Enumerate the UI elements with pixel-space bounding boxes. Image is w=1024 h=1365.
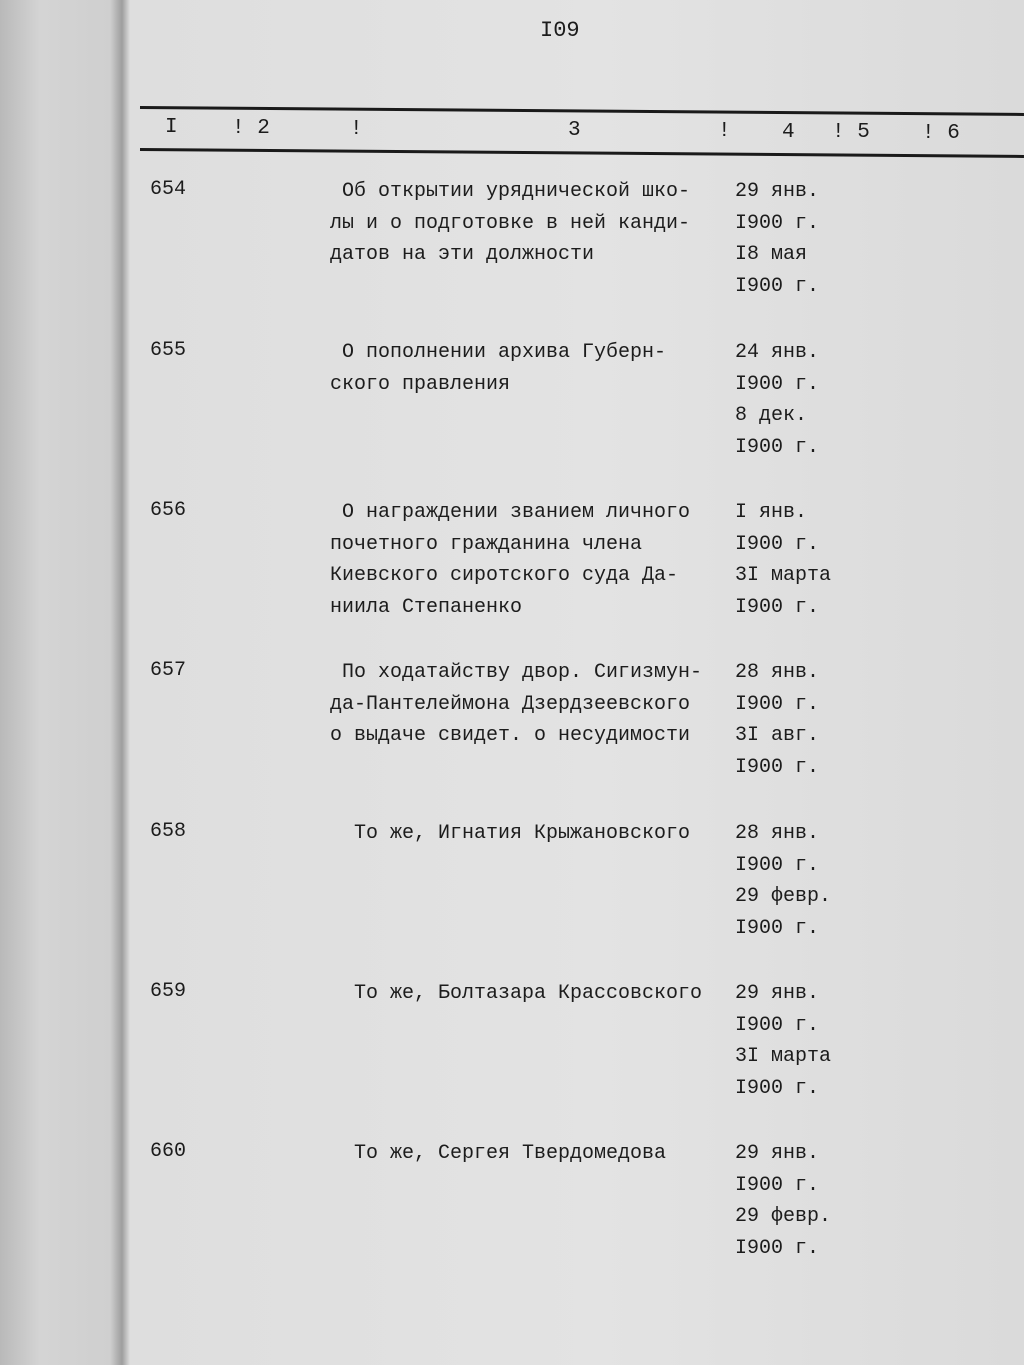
- entry-description: [330, 1138, 666, 1170]
- entry-description: [330, 497, 690, 623]
- entry-number: 654: [150, 178, 187, 201]
- entry-dates: [735, 337, 819, 463]
- description-line: о выдаче свидет. о несудимости: [330, 724, 691, 747]
- date-line: I900 г.: [735, 692, 820, 716]
- description-line: ского правления: [330, 372, 511, 396]
- date-line: 28 янв.: [735, 822, 820, 845]
- entry-description: [330, 176, 690, 271]
- date-line: 8 дек.: [735, 404, 808, 427]
- column-header: !: [718, 119, 731, 143]
- date-line: I900 г.: [735, 853, 820, 877]
- entry-dates: [735, 176, 819, 302]
- entry-description: [330, 818, 690, 850]
- date-line: I8 мая: [735, 243, 808, 266]
- entry-number: 657: [150, 659, 187, 682]
- date-line: I900 г.: [735, 1236, 820, 1260]
- date-line: 24 янв.: [735, 341, 820, 364]
- description-line: да-Пантелеймона Дзердзеевского: [330, 692, 691, 716]
- column-header: 4: [782, 120, 795, 144]
- description-line: О награждении званием личного: [330, 501, 691, 524]
- date-line: I900 г.: [735, 274, 820, 298]
- description-line: ниила Степаненко: [330, 595, 523, 619]
- description-line: Киевского сиротского суда Да-: [330, 564, 679, 587]
- column-header: I: [165, 116, 178, 139]
- column-header: ! 5: [832, 121, 870, 145]
- date-line: 3I марта: [735, 1045, 832, 1068]
- entry-dates: [735, 1138, 831, 1264]
- date-line: I900 г.: [735, 755, 820, 779]
- column-header: 3: [568, 118, 581, 142]
- description-line: По ходатайству двор. Сигизмун-: [330, 661, 703, 684]
- description-line: датов на эти должности: [330, 243, 595, 266]
- entry-description: [330, 337, 666, 400]
- header-top-rule: [140, 106, 1024, 116]
- entry-dates: [735, 978, 831, 1104]
- date-line: I900 г.: [735, 1013, 820, 1037]
- date-line: I900 г.: [735, 1173, 820, 1197]
- entry-number: 656: [150, 499, 187, 522]
- description-line: То же, Сергея Твердомедова: [330, 1142, 667, 1165]
- date-line: I янв.: [735, 501, 808, 524]
- description-line: То же, Болтазара Крассовского: [330, 982, 703, 1005]
- date-line: I900 г.: [735, 372, 820, 396]
- date-line: 29 февр.: [735, 1205, 832, 1228]
- date-line: 29 янв.: [735, 982, 820, 1005]
- entry-number: 658: [150, 820, 187, 843]
- date-line: I900 г.: [735, 595, 820, 619]
- date-line: 3I марта: [735, 564, 832, 587]
- entry-number: 660: [150, 1140, 187, 1163]
- description-line: О пополнении архива Губерн-: [330, 341, 667, 364]
- date-line: 29 янв.: [735, 180, 820, 203]
- date-line: I900 г.: [735, 435, 820, 459]
- entry-number: 655: [150, 339, 187, 362]
- entry-description: [330, 657, 702, 752]
- description-line: почетного гражданина члена: [330, 532, 643, 556]
- date-line: I900 г.: [735, 916, 820, 940]
- entry-dates: [735, 818, 831, 944]
- entry-description: [330, 978, 702, 1010]
- description-line: лы и о подготовке в ней канди-: [330, 211, 691, 235]
- column-header: ! 6: [922, 122, 960, 146]
- header-bottom-rule: [140, 148, 1024, 158]
- date-line: I900 г.: [735, 1076, 820, 1100]
- date-line: I900 г.: [735, 211, 820, 235]
- date-line: 29 февр.: [735, 885, 832, 908]
- date-line: 29 янв.: [735, 1142, 820, 1165]
- entry-dates: [735, 657, 819, 783]
- description-line: То же, Игнатия Крыжановского: [330, 822, 691, 845]
- date-line: 28 янв.: [735, 661, 820, 684]
- date-line: I900 г.: [735, 532, 820, 556]
- date-line: 3I авг.: [735, 724, 820, 747]
- column-header: !: [350, 117, 363, 141]
- page-number: I09: [540, 18, 580, 43]
- column-header: ! 2: [232, 116, 270, 140]
- entry-number: 659: [150, 980, 187, 1003]
- description-line: Об открытии урядничеcкой шко-: [330, 180, 691, 203]
- entry-dates: [735, 497, 831, 623]
